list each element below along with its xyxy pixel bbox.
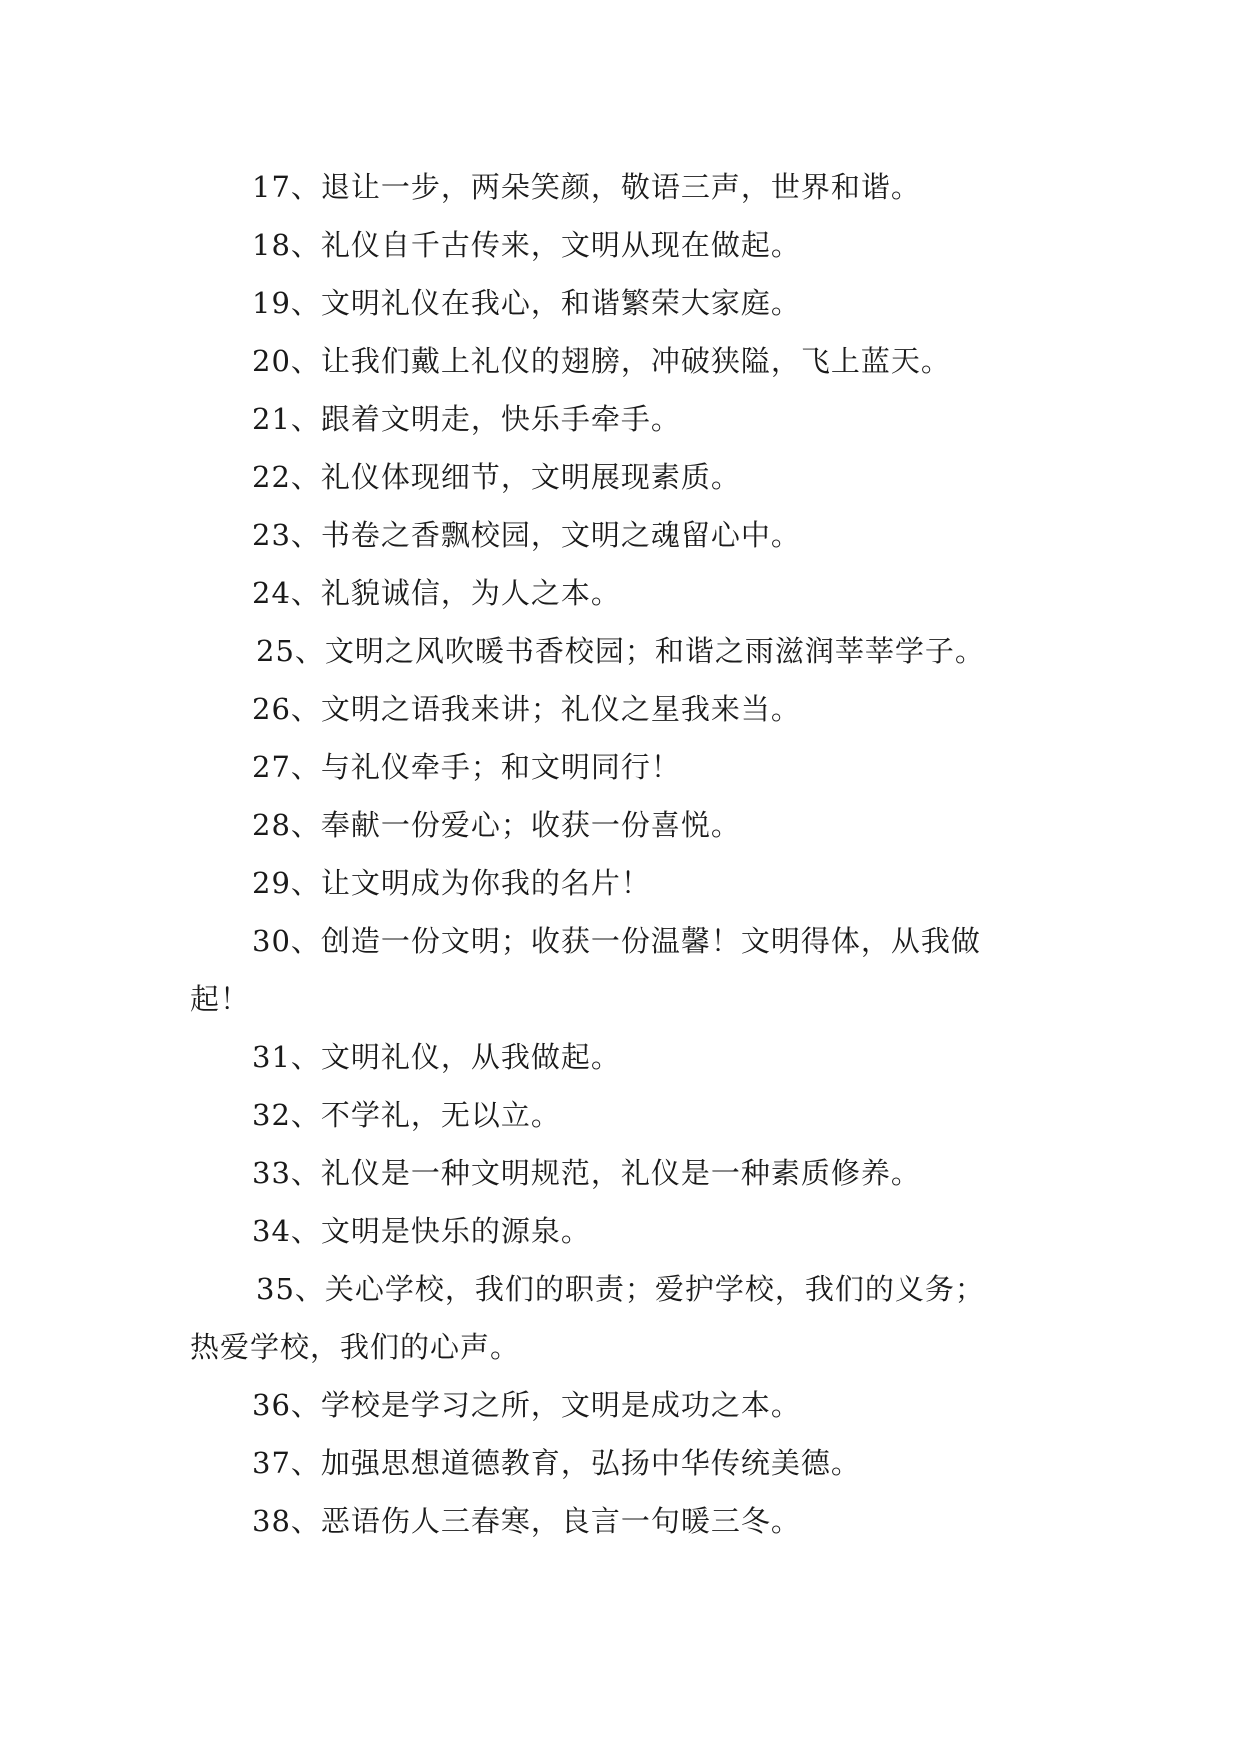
slogan-item-20: 20、让我们戴上礼仪的翅膀，冲破狭隘，飞上蓝天。 (252, 344, 951, 378)
slogan-item-18: 18、礼仪自千古传来，文明从现在做起。 (252, 228, 801, 262)
slogan-item-36: 36、学校是学习之所，文明是成功之本。 (252, 1388, 801, 1422)
slogan-item-37: 37、加强思想道德教育，弘扬中华传统美德。 (252, 1446, 861, 1480)
slogan-item-23: 23、书卷之香飘校园，文明之魂留心中。 (252, 518, 801, 552)
slogan-item-31: 31、文明礼仪，从我做起。 (252, 1040, 621, 1074)
slogan-item-28: 28、奉献一份爱心；收获一份喜悦。 (252, 808, 741, 842)
slogan-item-25: 25、文明之风吹暖书香校园；和谐之雨滋润莘莘学子。 (256, 634, 985, 668)
slogan-item-30: 30、创造一份文明；收获一份温馨！文明得体，从我做 (252, 924, 981, 958)
slogan-item-21: 21、跟着文明走，快乐手牵手。 (252, 402, 681, 436)
slogan-item-35: 35、关心学校，我们的职责；爱护学校，我们的义务； (256, 1272, 985, 1306)
slogan-item-17: 17、退让一步，两朵笑颜，敬语三声，世界和谐。 (252, 170, 921, 204)
slogan-item-38: 38、恶语伤人三春寒，良言一句暖三冬。 (252, 1504, 801, 1538)
slogan-item-33: 33、礼仪是一种文明规范，礼仪是一种素质修养。 (252, 1156, 921, 1190)
slogan-item-32: 32、不学礼，无以立。 (252, 1098, 561, 1132)
slogan-item-24: 24、礼貌诚信，为人之本。 (252, 576, 621, 610)
slogan-item-35-continued: 热爱学校，我们的心声。 (190, 1330, 521, 1364)
slogan-list (190, 158, 1050, 1550)
slogan-item-30-continued: 起！ (190, 982, 251, 1016)
slogan-item-27: 27、与礼仪牵手；和文明同行！ (252, 750, 681, 784)
slogan-item-26: 26、文明之语我来讲；礼仪之星我来当。 (252, 692, 801, 726)
slogan-item-29: 29、让文明成为你我的名片！ (252, 866, 651, 900)
slogan-item-19: 19、文明礼仪在我心，和谐繁荣大家庭。 (252, 286, 801, 320)
slogan-item-34: 34、文明是快乐的源泉。 (252, 1214, 591, 1248)
slogan-item-22: 22、礼仪体现细节，文明展现素质。 (252, 460, 741, 494)
